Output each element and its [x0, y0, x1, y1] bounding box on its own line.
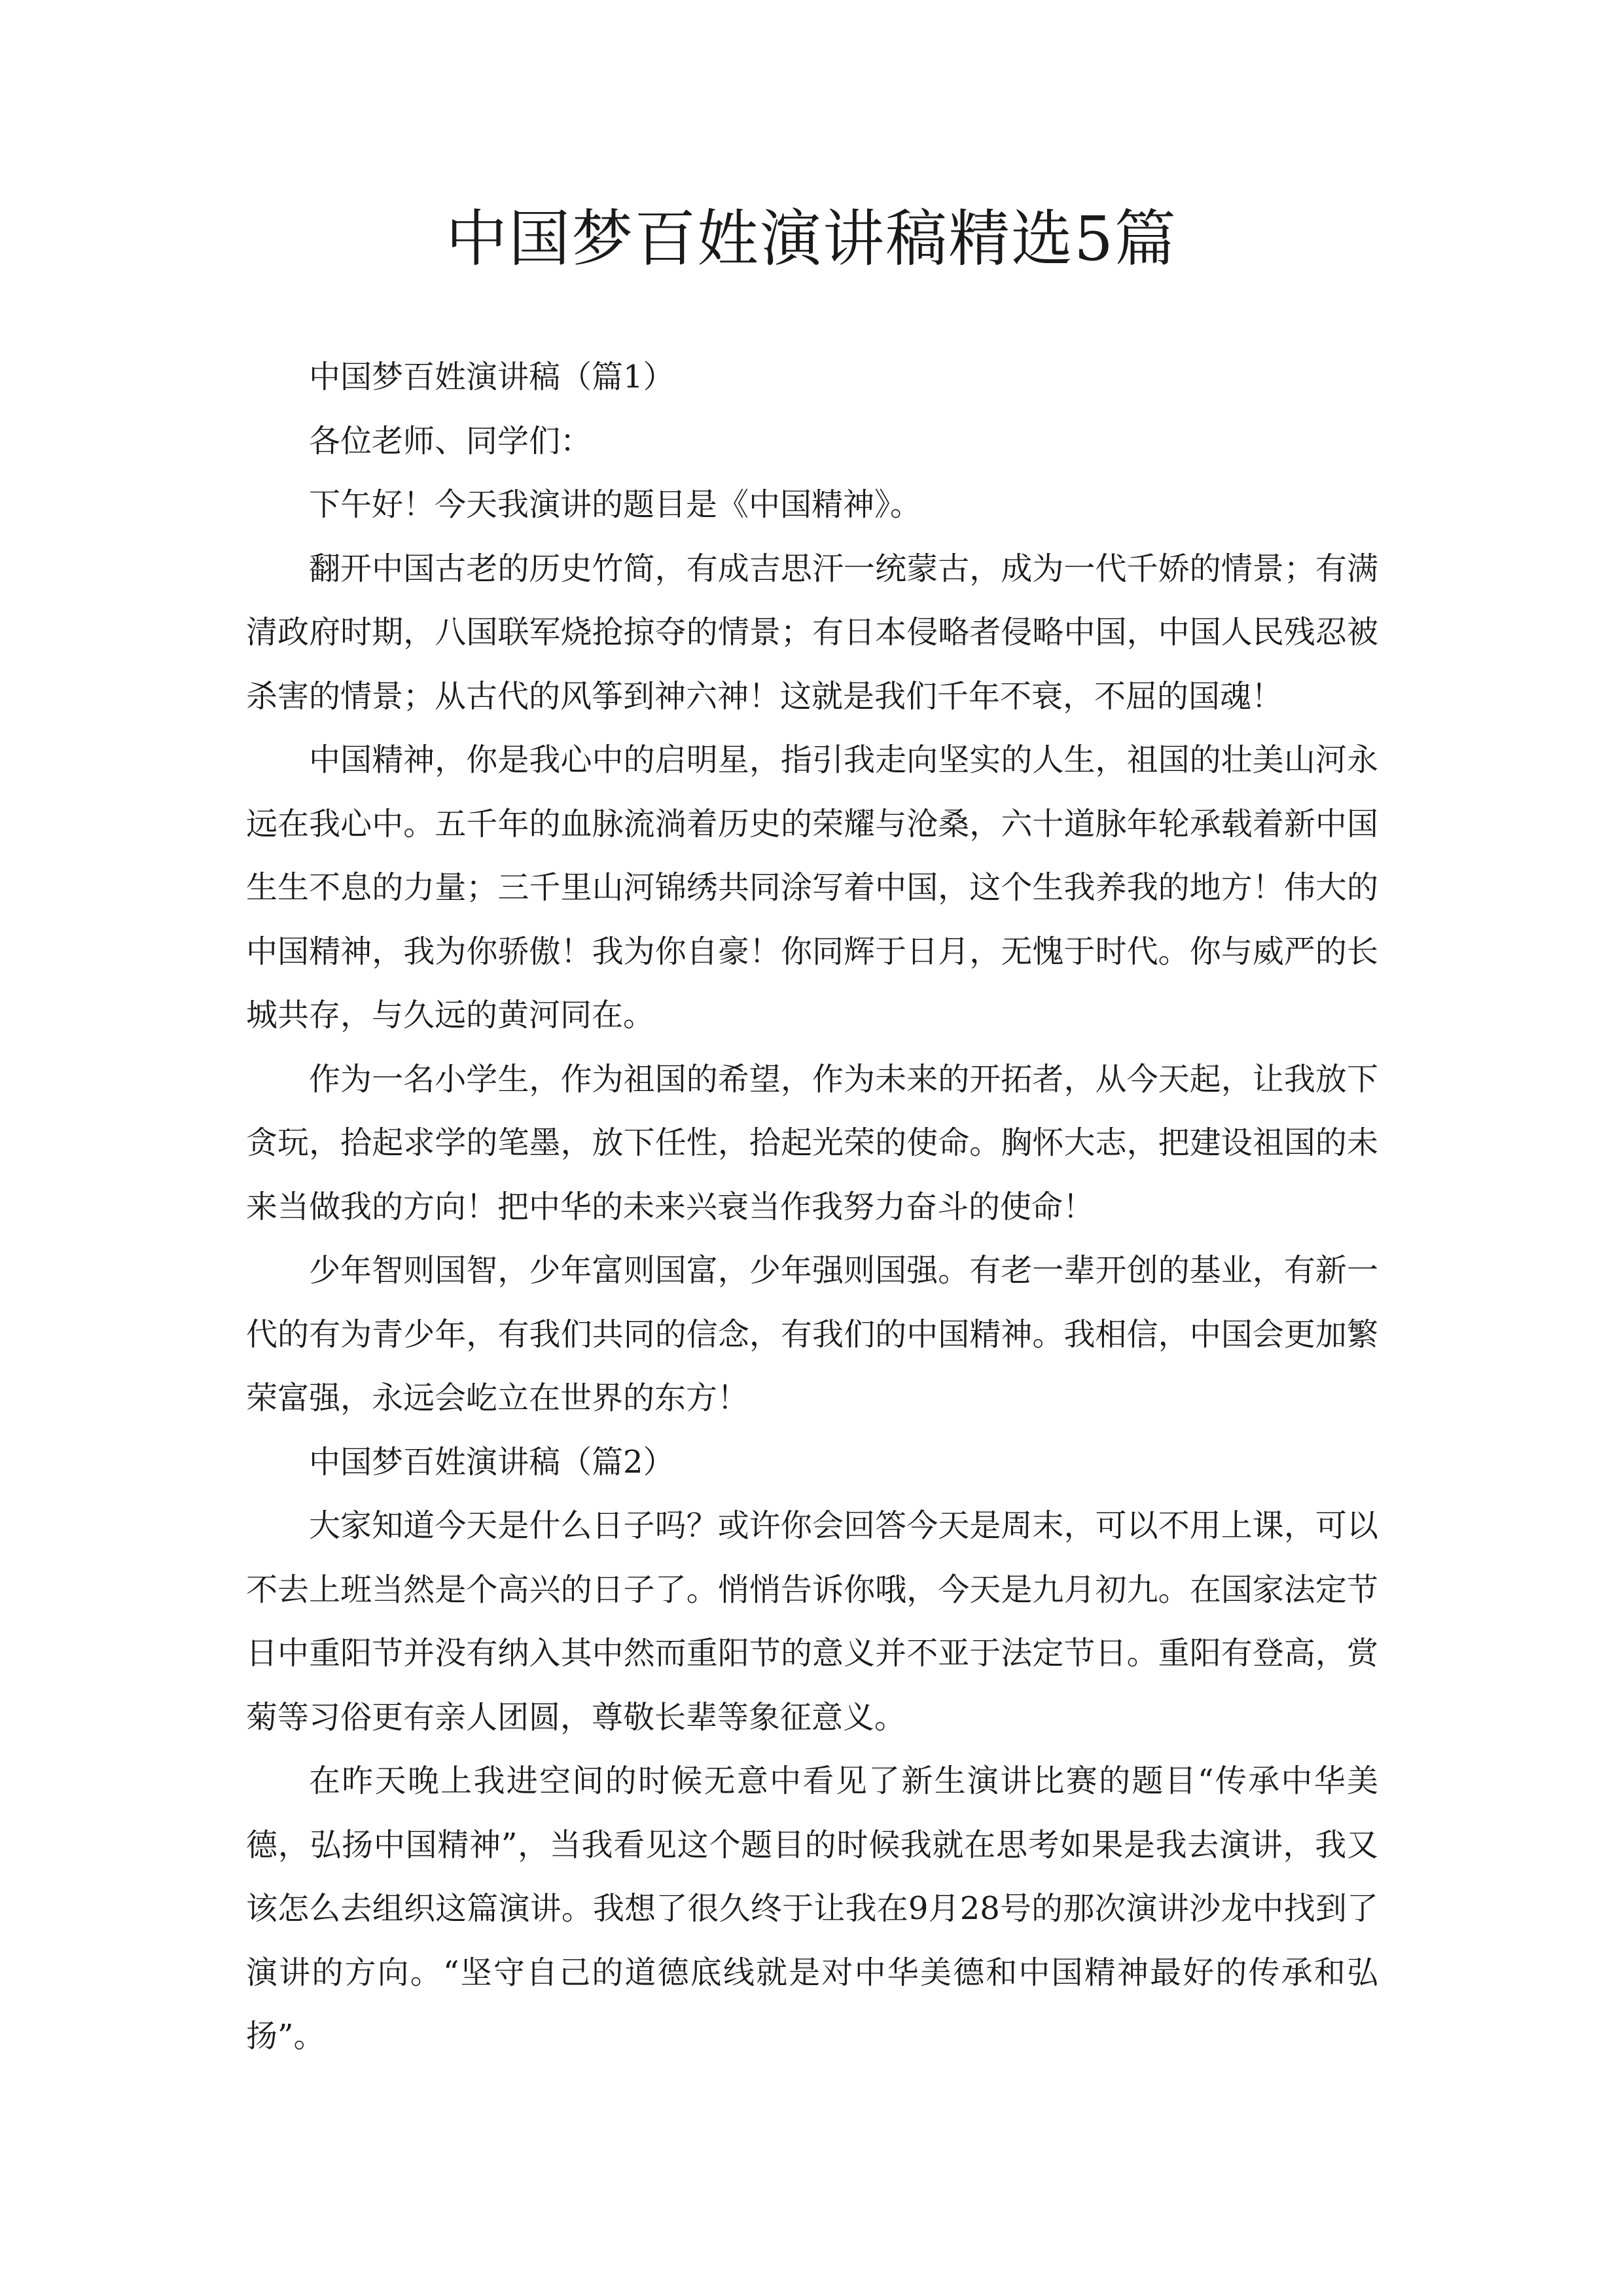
paragraph: 在昨天晚上我进空间的时候无意中看见了新生演讲比赛的题目“传承中华美德，弘扬中国精神”，当我看见这个题目的时候我就在思考如果是我去演讲，我又该怎么去组织这篇演讲。我想了很久终于让我在9月28号的那次演讲沙龙中找到了演讲的方向。“坚守自己的道德底线就是对中华美德和中国精神最好的传承和弘扬”。: [246, 1763, 1378, 2054]
document-body: [246, 346, 1378, 2069]
paragraph: 作为一名小学生，作为祖国的希望，作为未来的开拓者，从今天起，让我放下贪玩，拾起求学的笔墨，放下任性，拾起光荣的使命。胸怀大志，把建设祖国的未来当做我的方向！把中华的未来兴衰当作我努力奋斗的使命！: [246, 1060, 1378, 1225]
paragraph: 下午好！今天我演讲的题目是《中国精神》。: [309, 486, 922, 523]
salutation: 各位老师、同学们：: [309, 422, 592, 459]
paragraph: 大家知道今天是什么日子吗？或许你会回答今天是周末，可以不用上课，可以不去上班当然是个高兴的日子了。悄悄告诉你哦，今天是九月初九。在国家法定节日中重阳节并没有纳入其中然而重阳节的意义并不亚于法定节日。重阳有登高，赏菊等习俗更有亲人团圆，尊敬长辈等象征意义。: [246, 1507, 1378, 1736]
document-title: 中国梦百姓演讲稿精选5篇: [446, 204, 1177, 275]
paragraph: 少年智则国智，少年富则国富，少年强则国强。有老一辈开创的基业，有新一代的有为青少年，有我们共同的信念，有我们的中国精神。我相信，中国会更加繁荣富强，永远会屹立在世界的东方！: [246, 1252, 1378, 1416]
paragraph: 翻开中国古老的历史竹简，有成吉思汗一统蒙古，成为一代千娇的情景；有满清政府时期，八国联军烧抢掠夺的情景；有日本侵略者侵略中国，中国人民残忍被杀害的情景；从古代的风筝到神六神！这就是我们千年不衰，不屈的国魂！: [246, 550, 1378, 715]
section-heading-2: 中国梦百姓演讲稿（篇2）: [309, 1443, 675, 1480]
paragraph: 中国精神，你是我心中的启明星，指引我走向坚实的人生，祖国的壮美山河永远在我心中。五千年的血脉流淌着历史的荣耀与沧桑，六十道脉年轮承载着新中国生生不息的力量；三千里山河锦绣共同涂写着中国，这个生我养我的地方！伟大的中国精神，我为你骄傲！我为你自豪！你同辉于日月，无愧于时代。你与威严的长城共存，与久远的黄河同在。: [246, 742, 1378, 1033]
section-heading-1: 中国梦百姓演讲稿（篇1）: [309, 359, 675, 395]
